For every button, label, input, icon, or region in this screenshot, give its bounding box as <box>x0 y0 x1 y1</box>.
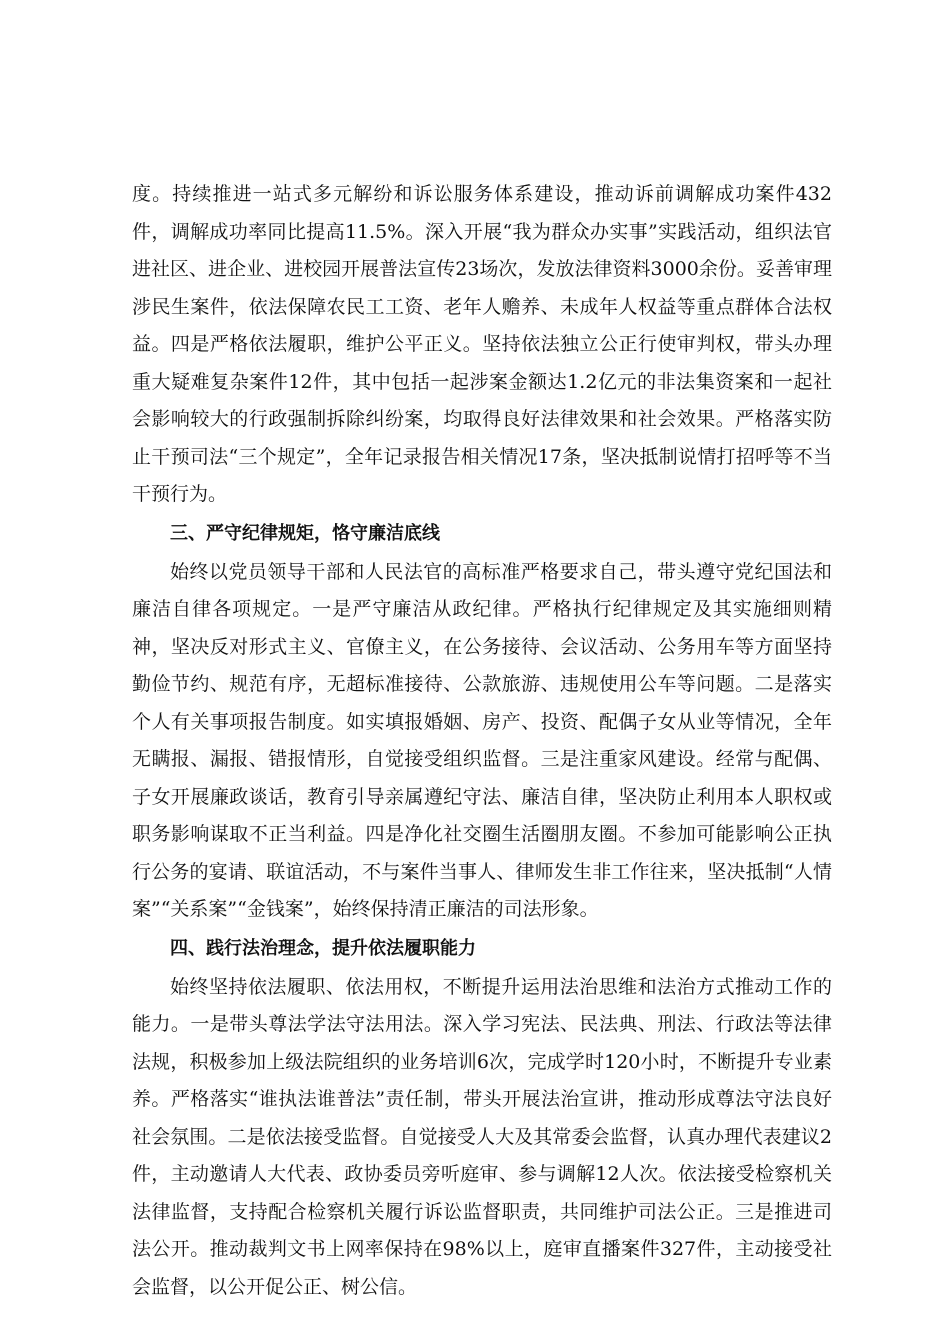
paragraph-section-3: 始终以党员领导干部和人民法官的高标准严格要求自己，带头遵守党纪国法和廉洁自律各项规定。一是严守廉洁从政纪律。严格执行纪律规定及其实施细则精神，坚决反对形式主义、官僚主义，在公务接待、会议活动、公务用车等方面坚持勤俭节约、规范有序，无超标准接待、公款旅游、违规使用公车等问题。二是落实个人有关事项报告制度。如实填报婚姻、房产、投资、配偶子女从业等情况，全年无瞒报、漏报、错报情形，自觉接受组织监督。三是注重家风建设。经常与配偶、子女开展廉政谈话，教育引导亲属遵纪守法、廉洁自律，坚决防止利用本人职权或职务影响谋取不正当利益。四是净化社交圈生活圈朋友圈。不参加可能影响公正执行公务的宴请、联谊活动，不与案件当事人、律师发生非工作往来，坚决抵制“人情案”“关系案”“金钱案”，始终保持清正廉洁的司法形象。 <box>132 560 832 920</box>
document-body <box>132 176 832 1306</box>
paragraph-section-4: 始终坚持依法履职、依法用权，不断提升运用法治思维和法治方式推动工作的能力。一是带头尊法学法守法用法。深入学习宪法、民法典、刑法、行政法等法律法规，积极参加上级法院组织的业务培训6次，完成学时120小时，不断提升专业素养。严格落实“谁执法谁普法”责任制，带头开展法治宣讲，推动形成尊法守法良好社会氛围。二是依法接受监督。自觉接受人大及其常委会监督，认真办理代表建议2件，主动邀请人大代表、政协委员旁听庭审、参与调解12人次。依法接受检察机关法律监督，支持配合检察机关履行诉讼监督职责，共同维护司法公正。三是推进司法公开。推动裁判文书上网率保持在98%以上，庭审直播案件327件，主动接受社会监督，以公开促公正、树公信。 <box>132 975 832 1298</box>
paragraph-continued: 度。持续推进一站式多元解纷和诉讼服务体系建设，推动诉前调解成功案件432件，调解成功率同比提高11.5%。深入开展“我为群众办实事”实践活动，组织法官进社区、进企业、进校园开展普法宣传23场次，发放法律资料3000余份。妥善审理涉民生案件，依法保障农民工工资、老年人赡养、未成年人权益等重点群体合法权益。四是严格依法履职，维护公平正义。坚持依法独立公正行使审判权，带头办理重大疑难复杂案件12件，其中包括一起涉案金额达1.2亿元的非法集资案和一起社会影响较大的行政强制拆除纠纷案，均取得良好法律效果和社会效果。严格落实防止干预司法“三个规定”，全年记录报告相关情况17条，坚决抵制说情打招呼等不当干预行为。 <box>132 183 832 505</box>
section-heading-3: 三、严守纪律规矩，恪守廉洁底线 <box>170 522 440 544</box>
section-heading-4: 四、践行法治理念，提升依法履职能力 <box>170 937 476 959</box>
